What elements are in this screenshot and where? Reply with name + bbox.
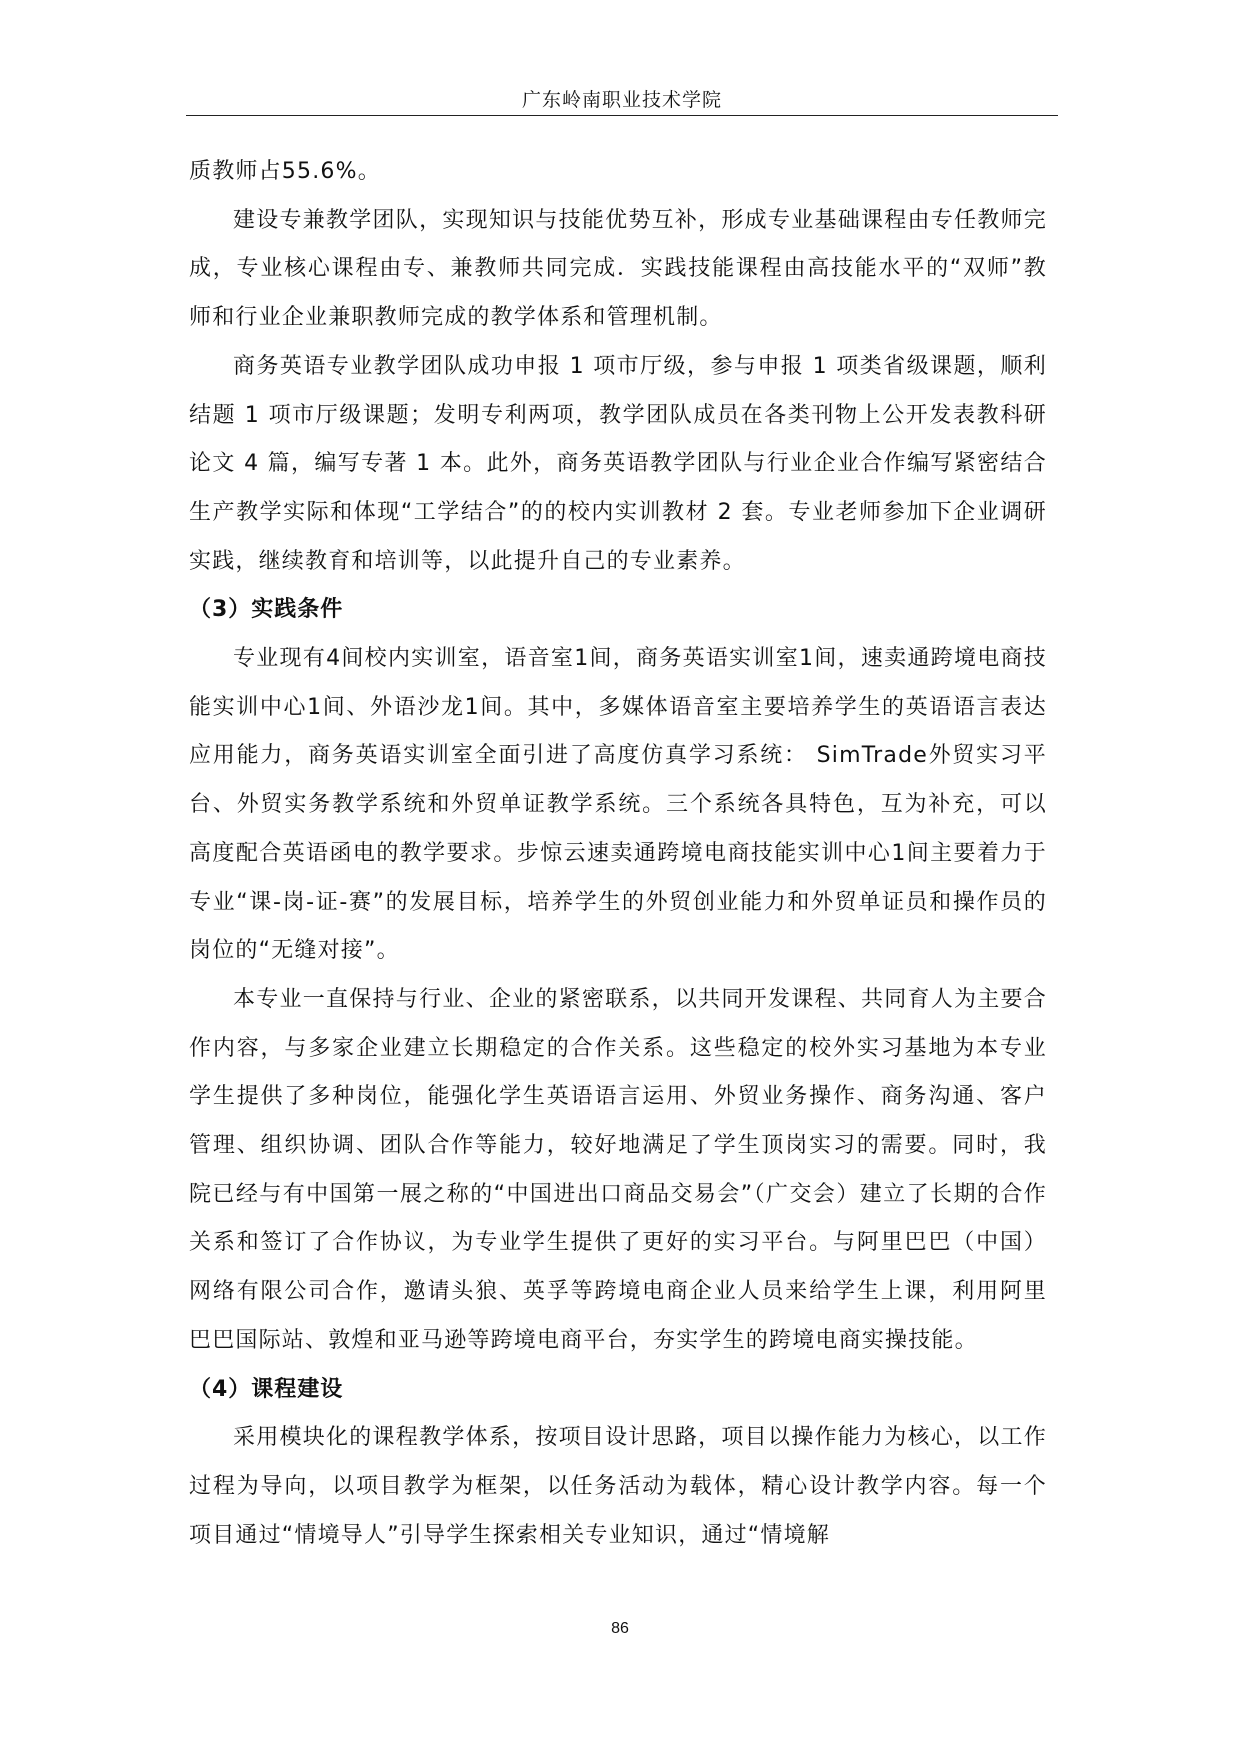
document-body (189, 148, 1047, 1560)
paragraph-4: 专业现有4间校内实训室，语音室1间，商务英语实训室1间，速卖通跨境电商技能实训中心1间、外语沙龙1间。其中，多媒体语音室主要培养学生的英语语言表达应用能力，商务英语实训室全面引进了高度仿真学习系统： SimTrade外贸实习平台、外贸实务教学系统和外贸单证教学系统。三个系统各具特色，互为补充，可以高度配合英语函电的教学要求。步惊云速卖通跨境电商技能实训中心1间主要着力于专业“课-岗-证-赛”的发展目标，培养学生的外贸创业能力和外贸单证员和操作员的岗位的“无缝对接”。 (189, 646, 1047, 964)
section-heading-4: （4）课程建设 (189, 1376, 344, 1402)
section-heading-3: （3）实践条件 (189, 597, 344, 623)
paragraph-5: 本专业一直保持与行业、企业的紧密联系，以共同开发课程、共同育人为主要合作内容，与多家企业建立长期稳定的合作关系。这些稳定的校外实习基地为本专业学生提供了多种岗位，能强化学生英语语言运用、外贸业务操作、商务沟通、客户管理、组织协调、团队合作等能力，较好地满足了学生顶岗实习的需要。同时，我院已经与有中国第一展之称的“中国进出口商品交易会”（广交会）建立了长期的合作关系和签订了合作协议，为专业学生提供了更好的实习平台。与阿里巴巴（中国）网络有限公司合作，邀请头狼、英孚等跨境电商企业人员来给学生上课，利用阿里巴巴国际站、敦煌和亚马逊等跨境电商平台，夯实学生的跨境电商实操技能。 (189, 986, 1047, 1353)
page-header: 广东岭南职业技术学院 (521, 89, 722, 111)
paragraph-6: 采用模块化的课程教学体系，按项目设计思路，项目以操作能力为核心，以工作过程为导向，以项目教学为框架，以任务活动为载体，精心设计教学内容。每一个项目通过“情境导人”引导学生探索相关专业知识，通过“情境解 (189, 1425, 1047, 1548)
header-rule (186, 115, 1058, 116)
page-number: 86 (611, 1620, 629, 1637)
paragraph-2: 建设专兼教学团队，实现知识与技能优势互补，形成专业基础课程由专任教师完成，专业核心课程由专、兼教师共同完成．实践技能课程由高技能水平的“双师”教师和行业企业兼职教师完成的教学体系和管理机制。 (189, 207, 1047, 331)
paragraph-3: 商务英语专业教学团队成功申报 1 项市厅级，参与申报 1 项类省级课题，顺利结题 1 项市厅级课题；发明专利两项，教学团队成员在各类刊物上公开发表教科研论文 4 篇，编写专著 1 本。此外，商务英语教学团队与行业企业合作编写紧密结合生产教学实际和体现“工学结合”的的校内实训教材 2 套。专业老师参加下企业调研实践，继续教育和培训等，以此提升自己的专业素养。 (189, 353, 1047, 574)
paragraph-1: 质教师占55.6%。 (189, 159, 381, 184)
